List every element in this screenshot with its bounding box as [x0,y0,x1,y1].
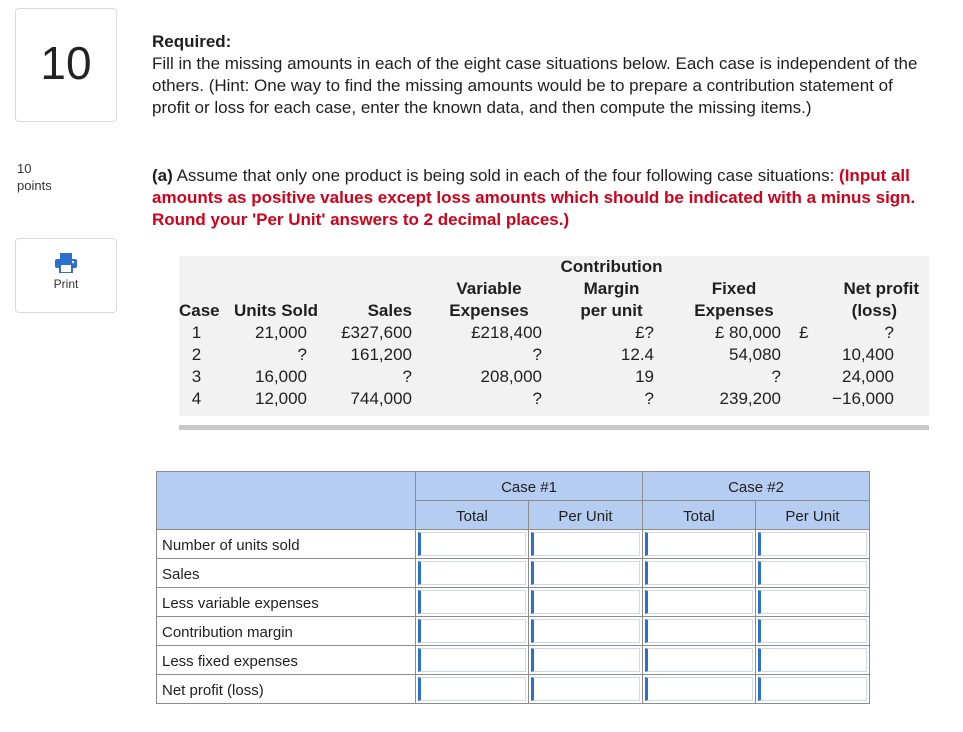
cell-cm: 19 [635,367,654,386]
points-info [17,160,52,194]
cell-np: ? [884,323,894,342]
case1-total-input[interactable] [418,677,526,701]
part-a-text: Assume that only one product is being sold in each of the four following case situations: [176,166,835,185]
header-variable-line2: Expenses [449,301,529,320]
given-data-table [179,256,929,410]
row-label: Contribution margin [157,617,416,646]
cell-cm: 12.4 [620,345,654,364]
case1-total-input[interactable] [418,561,526,585]
case2-per-unit-input[interactable] [758,648,867,672]
case1-per-unit-header: Per Unit [529,501,643,530]
answer-row-sales [157,559,870,588]
case2-total-input[interactable] [645,648,753,672]
case2-total-input[interactable] [645,561,753,585]
answer-row-units [157,530,870,559]
header-np-line2: (loss) [851,301,897,320]
cell-units: 16,000 [255,367,307,386]
header-case: Case [179,301,220,320]
cell-variable: 208,000 [480,367,542,386]
case1-header: Case #1 [416,472,643,501]
cell-cm: £? [635,323,654,342]
case1-total-input[interactable] [418,619,526,643]
case2-per-unit-input[interactable] [758,532,867,556]
row-label: Sales [157,559,416,588]
case2-total-input[interactable] [645,619,753,643]
cell-case: 1 [191,323,202,342]
given-row [179,322,929,344]
case1-per-unit-input[interactable] [531,677,640,701]
cell-fixed: 239,200 [719,389,781,408]
case1-total-header: Total [416,501,529,530]
case2-header: Case #2 [643,472,870,501]
header-units-sold: Units Sold [234,301,319,320]
cell-np-currency [799,344,832,366]
part-a-instructions [152,165,942,231]
case2-per-unit-header: Per Unit [756,501,870,530]
header-np-line1: Net profit [843,279,919,298]
print-label: Print [53,277,79,291]
required-text: Fill in the missing amounts in each of the eight case situations below. Each case is independent of the others. (Hint: One way to find the missing amounts would be to prepare a contribution statement of profit or loss for each case, enter the known data, and then compute the missing items.) [152,54,918,117]
cell-case: 2 [191,345,202,364]
part-a-letter: (a) [152,166,173,185]
row-label: Number of units sold [157,530,416,559]
question-number: 10 [40,37,92,89]
row-label: Less variable expenses [157,588,416,617]
case2-per-unit-input[interactable] [758,619,867,643]
header-cm-line2: Margin [583,279,640,298]
print-button[interactable] [15,238,117,313]
cell-cm: ? [644,389,654,408]
header-fixed-line2: Expenses [694,301,774,320]
cell-np: −16,000 [832,389,894,408]
answer-row-net-profit [157,675,870,704]
header-cm-line3: per unit [580,301,643,320]
given-row [179,344,929,366]
header-sales: Sales [367,301,412,320]
required-title: Required: [152,32,232,51]
case2-total-header: Total [643,501,756,530]
header-fixed-line1: Fixed [711,279,757,298]
case2-per-unit-input[interactable] [758,590,867,614]
cell-units: 12,000 [255,389,307,408]
points-value: 10 [17,161,32,176]
row-label: Less fixed expenses [157,646,416,675]
part-a-instruction: (Input all amounts as positive values except loss amounts which should be indicated with a minus sign. Round your 'Per Unit' answers to 2 decimal places.) [152,166,916,229]
case1-total-input[interactable] [418,532,526,556]
answer-row-cm [157,617,870,646]
case1-per-unit-input[interactable] [531,532,640,556]
cell-fixed: £ 80,000 [714,323,781,342]
answer-row-fixed [157,646,870,675]
cell-np: 24,000 [842,367,894,386]
cell-case: 4 [191,389,202,408]
header-variable-line1: Variable [456,279,522,298]
case1-per-unit-input[interactable] [531,590,640,614]
case1-total-input[interactable] [418,648,526,672]
cell-np-currency [799,366,832,388]
answer-table [156,471,870,704]
cell-variable: ? [532,345,542,364]
case2-per-unit-input[interactable] [758,677,867,701]
case2-per-unit-input[interactable] [758,561,867,585]
case2-total-input[interactable] [645,677,753,701]
case1-per-unit-input[interactable] [531,619,640,643]
header-cm-line1: Contribution [560,257,663,276]
cell-fixed: ? [771,367,781,386]
cell-sales: ? [402,367,412,386]
given-row [179,366,929,388]
cell-sales: 744,000 [350,389,412,408]
given-data-panel [179,256,929,416]
cell-variable: £218,400 [471,323,542,342]
cell-np-currency: £ [799,323,809,342]
cell-units: 21,000 [255,323,307,342]
question-number-box [15,8,117,122]
cell-sales: £327,600 [341,323,412,342]
case1-total-input[interactable] [418,590,526,614]
points-label: points [17,178,52,193]
answer-row-variable [157,588,870,617]
cell-np: 10,400 [842,345,894,364]
given-table-divider [179,425,929,430]
case1-per-unit-input[interactable] [531,648,640,672]
case2-total-input[interactable] [645,590,753,614]
cell-fixed: 54,080 [729,345,781,364]
given-row [179,388,929,410]
cell-np-currency [799,388,832,410]
required-section [152,31,932,119]
case1-per-unit-input[interactable] [531,561,640,585]
cell-case: 3 [191,367,202,386]
cell-units: ? [297,345,307,364]
cell-variable: ? [532,389,542,408]
row-label: Net profit (loss) [157,675,416,704]
case2-total-input[interactable] [645,532,753,556]
cell-sales: 161,200 [350,345,412,364]
printer-icon [55,253,77,273]
